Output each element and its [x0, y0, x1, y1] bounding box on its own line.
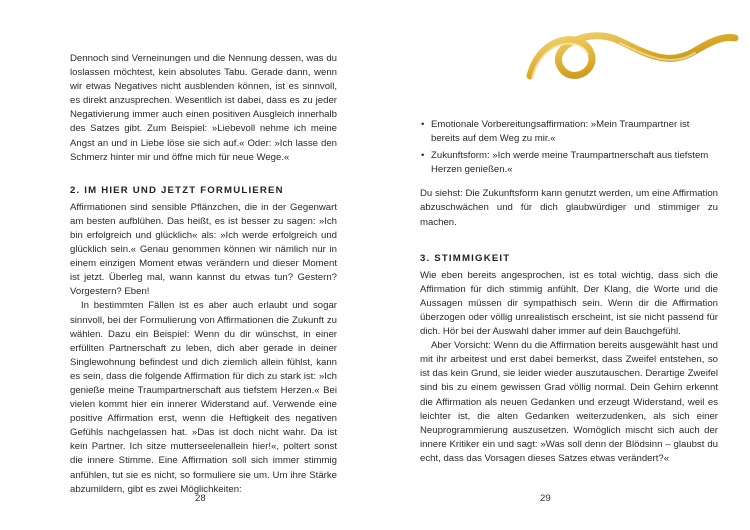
list-item-text: Zukunftsform: »Ich werde meine Traumpartnerschaft aus tiefstem Herzen genießen.«: [431, 150, 709, 176]
list-item: [420, 149, 718, 177]
bullet-list: [420, 118, 718, 177]
bullet-icon: •: [421, 150, 425, 162]
right-page: [375, 0, 750, 530]
left-paragraph-1: Dennoch sind Verneinungen und die Nennung dessen, was du loslassen möchtest, kein absolutes Tabu. Gerade dann, wenn wir etwas Negatives nicht ausblenden können, ist es sinnvoll, es direkt anzusprechen. Wesentlich ist dabei, dass es zu jeder Negativierung immer auch einen positiven Ausgleich innerhalb des Satzes gibt. Zum Beispiel: »Liebevoll nehme ich meine Angst an und in Liebe löse sie sich auf.« Oder: »Ich lasse den Schmerz hinter mir und öffne mich für neue Wege.«: [70, 53, 337, 163]
page-number-right: 29: [540, 493, 551, 504]
right-paragraph-1: Du siehst: Die Zukunftsform kann genutzt werden, um eine Affirmation abzuschwächen und für dich glaubwürdiger und stimmiger zu machen.: [420, 188, 718, 228]
section-heading-2: 2. IM HIER UND JETZT FORMULIEREN: [70, 184, 284, 196]
section-heading-3: 3. STIMMIGKEIT: [420, 252, 511, 264]
bullet-icon: •: [421, 119, 425, 130]
list-item-text: Emotionale Vorbereitungsaffirmation: »Mein Traumpartner ist bereits auf dem Weg zu mir.«: [431, 119, 690, 145]
left-paragraph-3: In bestimmten Fällen ist es aber auch erlaubt und sogar sinnvoll, bei der Formulierung von Affirmationen die Zukunft zu wählen. Dazu ein Beispiel: Wenn du dir wünschst, in einer erfüllten Partnerschaft zu leben, dich aber gerade in deiner Singlewohnung befindest und dich ziemlich allein fühlst, kann es sein, dass die folgende Affirmation für dich zu stark ist: »Ich genieße meine Traumpartnerschaft aus tiefstem Herzen.« Bei vielen kommt hier ein innerer Widerstand auf. Verwende eine positive Affirmation erst, wenn die Heftigkeit des negativen Gefühls nachgelassen hat. »Das ist doch nicht wahr. Da ist kein Partner. Ich sitze mutterseelenallein hier!«, poltert sonst die innere Stimme. Eine Affirmation soll sich immer stimmig anfühlen, tut sie es nicht, so formuliere sie um. Um ihre Stärke abzumildern, gibt es zwei Möglichkeiten:: [70, 300, 337, 495]
left-paragraph-2: Affirmationen sind sensible Pflänzchen, die in der Gegenwart am besten aufblühen. Das heißt, es ist besser zu sagen: »Ich bin erfolgreich und glücklich« als: »Ich werde erfolgreich und glücklich sein.« Genau genommen können wir nämlich nur in einem einzigen Moment etwas verändern und dieser Moment ist jetzt. Überleg mal, wann kannst du etwas tun? Gestern? Vorgestern? Eben!: [70, 201, 337, 298]
page-number-left: 28: [195, 493, 206, 504]
right-paragraph-3: Aber Vorsicht: Wenn du die Affirmation bereits ausgewählt hast und mit ihr arbeitest und erst dabei bemerkst, dass Zweifel entstehen, so ist das kein Grund, sie leider wieder auszutauschen. Derartige Zweifel sind bis zu einem gewissen Grad völlig normal. Dein Gehirn erkennt die Affirmation als neuen Gedanken und erzeugt Widerstand, weil es leichter ist, die alten Gedanken weiterzudenken, als sich einer Neuprogrammierung auszusetzen. Womöglich mischt sich auch der innere Kritiker ein und sagt: »Was soll denn der Blödsinn – glaubst du echt, dass das Vorsagen dieses Satzes etwas verändert?«: [420, 340, 718, 464]
right-paragraph-2: Wie eben bereits angesprochen, ist es total wichtig, dass sich die Affirmation für dich stimmig anfühlt. Der Klang, die Worte und die Aussagen müssen dir sympathisch sein. Wenn dir die Affirmation überzogen oder völlig unrealistisch erscheint, ist sie nicht passend für dich. Hör bei der Auswahl daher immer auf dein Bauchgefühl.: [420, 269, 718, 338]
list-item: [420, 118, 718, 146]
